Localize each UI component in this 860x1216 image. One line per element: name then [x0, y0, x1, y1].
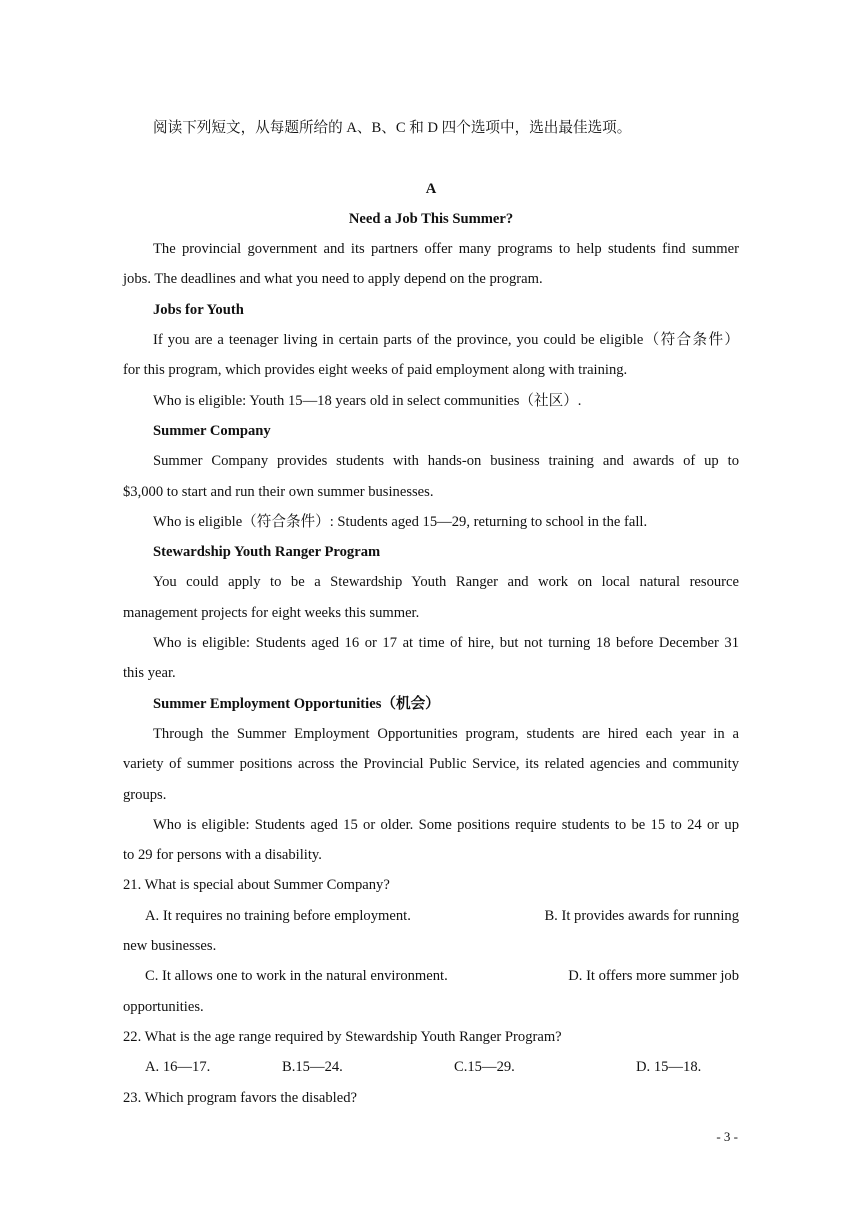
- instruction-text: 阅读下列短文，从每题所给的 A、B、C 和 D 四个选项中，选出最佳选项。: [153, 120, 632, 136]
- option-b[interactable]: B. It provides awards for running: [544, 907, 739, 924]
- intro-line-2: jobs. The deadlines and what you need to apply depend on the program.: [123, 271, 543, 288]
- program-eligibility: Who is eligible: Students aged 15 or older. Some positions require students to be 15 to 24 or up: [153, 816, 739, 833]
- option-b[interactable]: B.15—24.: [282, 1059, 343, 1076]
- section-label: A: [425, 180, 437, 197]
- program-desc-line: You could apply to be a Stewardship Youth Ranger and work on local natural resource: [153, 574, 739, 591]
- option-b-cont: new businesses.: [123, 938, 217, 955]
- program-desc-line: for this program, which provides eight weeks of paid employment along with training.: [123, 362, 628, 379]
- program-eligibility: Who is eligible: Youth 15—18 years old in select communities（社区）.: [153, 392, 582, 409]
- question-22-options: [123, 1052, 739, 1082]
- option-a[interactable]: A. It requires no training before employment.: [145, 907, 411, 924]
- option-a[interactable]: A. 16—17.: [145, 1059, 211, 1076]
- program-heading-jobs-for-youth: Jobs for Youth: [153, 301, 244, 318]
- question-21-options-ab: [123, 901, 739, 931]
- passage-title: Need a Job This Summer?: [348, 210, 514, 227]
- question-23-stem: 23. Which program favors the disabled?: [123, 1089, 357, 1106]
- program-eligibility: Who is eligible: Students aged 16 or 17 at time of hire, but not turning 18 before December 31: [153, 635, 739, 652]
- intro-line-1: The provincial government and its partners offer many programs to help students find summer: [153, 241, 739, 258]
- question-21-stem: 21. What is special about Summer Company?: [123, 877, 390, 894]
- program-desc-line: Through the Summer Employment Opportunities program, students are hired each year in a: [153, 725, 739, 742]
- page-number: - 3 -: [716, 1129, 738, 1144]
- option-c[interactable]: C.15—29.: [454, 1059, 515, 1076]
- program-desc-line: Summer Company provides students with hands-on business training and awards of up to: [153, 453, 739, 470]
- program-eligibility-cont: to 29 for persons with a disability.: [123, 847, 322, 864]
- program-eligibility: Who is eligible（符合条件）: Students aged 15—29, returning to school in the fall.: [153, 513, 648, 530]
- page-content: [123, 113, 739, 1113]
- program-desc-line: variety of summer positions across the Provincial Public Service, its related agencies and community: [123, 756, 739, 773]
- program-desc-line: $3,000 to start and run their own summer businesses.: [123, 483, 434, 500]
- question-22-stem: 22. What is the age range required by Stewardship Youth Ranger Program?: [123, 1028, 562, 1045]
- question-21-options-cd: [123, 961, 739, 991]
- program-desc-line: management projects for eight weeks this summer.: [123, 604, 420, 621]
- program-eligibility-cont: this year.: [123, 665, 176, 682]
- program-heading-stewardship: Stewardship Youth Ranger Program: [153, 544, 381, 561]
- option-d-cont: opportunities.: [123, 998, 204, 1015]
- program-heading-summer-company: Summer Company: [153, 422, 271, 439]
- option-d[interactable]: D. 15—18.: [636, 1059, 702, 1076]
- program-heading-summer-employment: Summer Employment Opportunities（机会）: [153, 695, 440, 712]
- option-d[interactable]: D. It offers more summer job: [568, 968, 739, 985]
- option-c[interactable]: C. It allows one to work in the natural environment.: [145, 968, 448, 985]
- program-desc-line: groups.: [123, 786, 167, 803]
- program-desc-line: If you are a teenager living in certain parts of the province, you could be eligible（符合条件）: [153, 332, 739, 349]
- spacer: [123, 143, 739, 173]
